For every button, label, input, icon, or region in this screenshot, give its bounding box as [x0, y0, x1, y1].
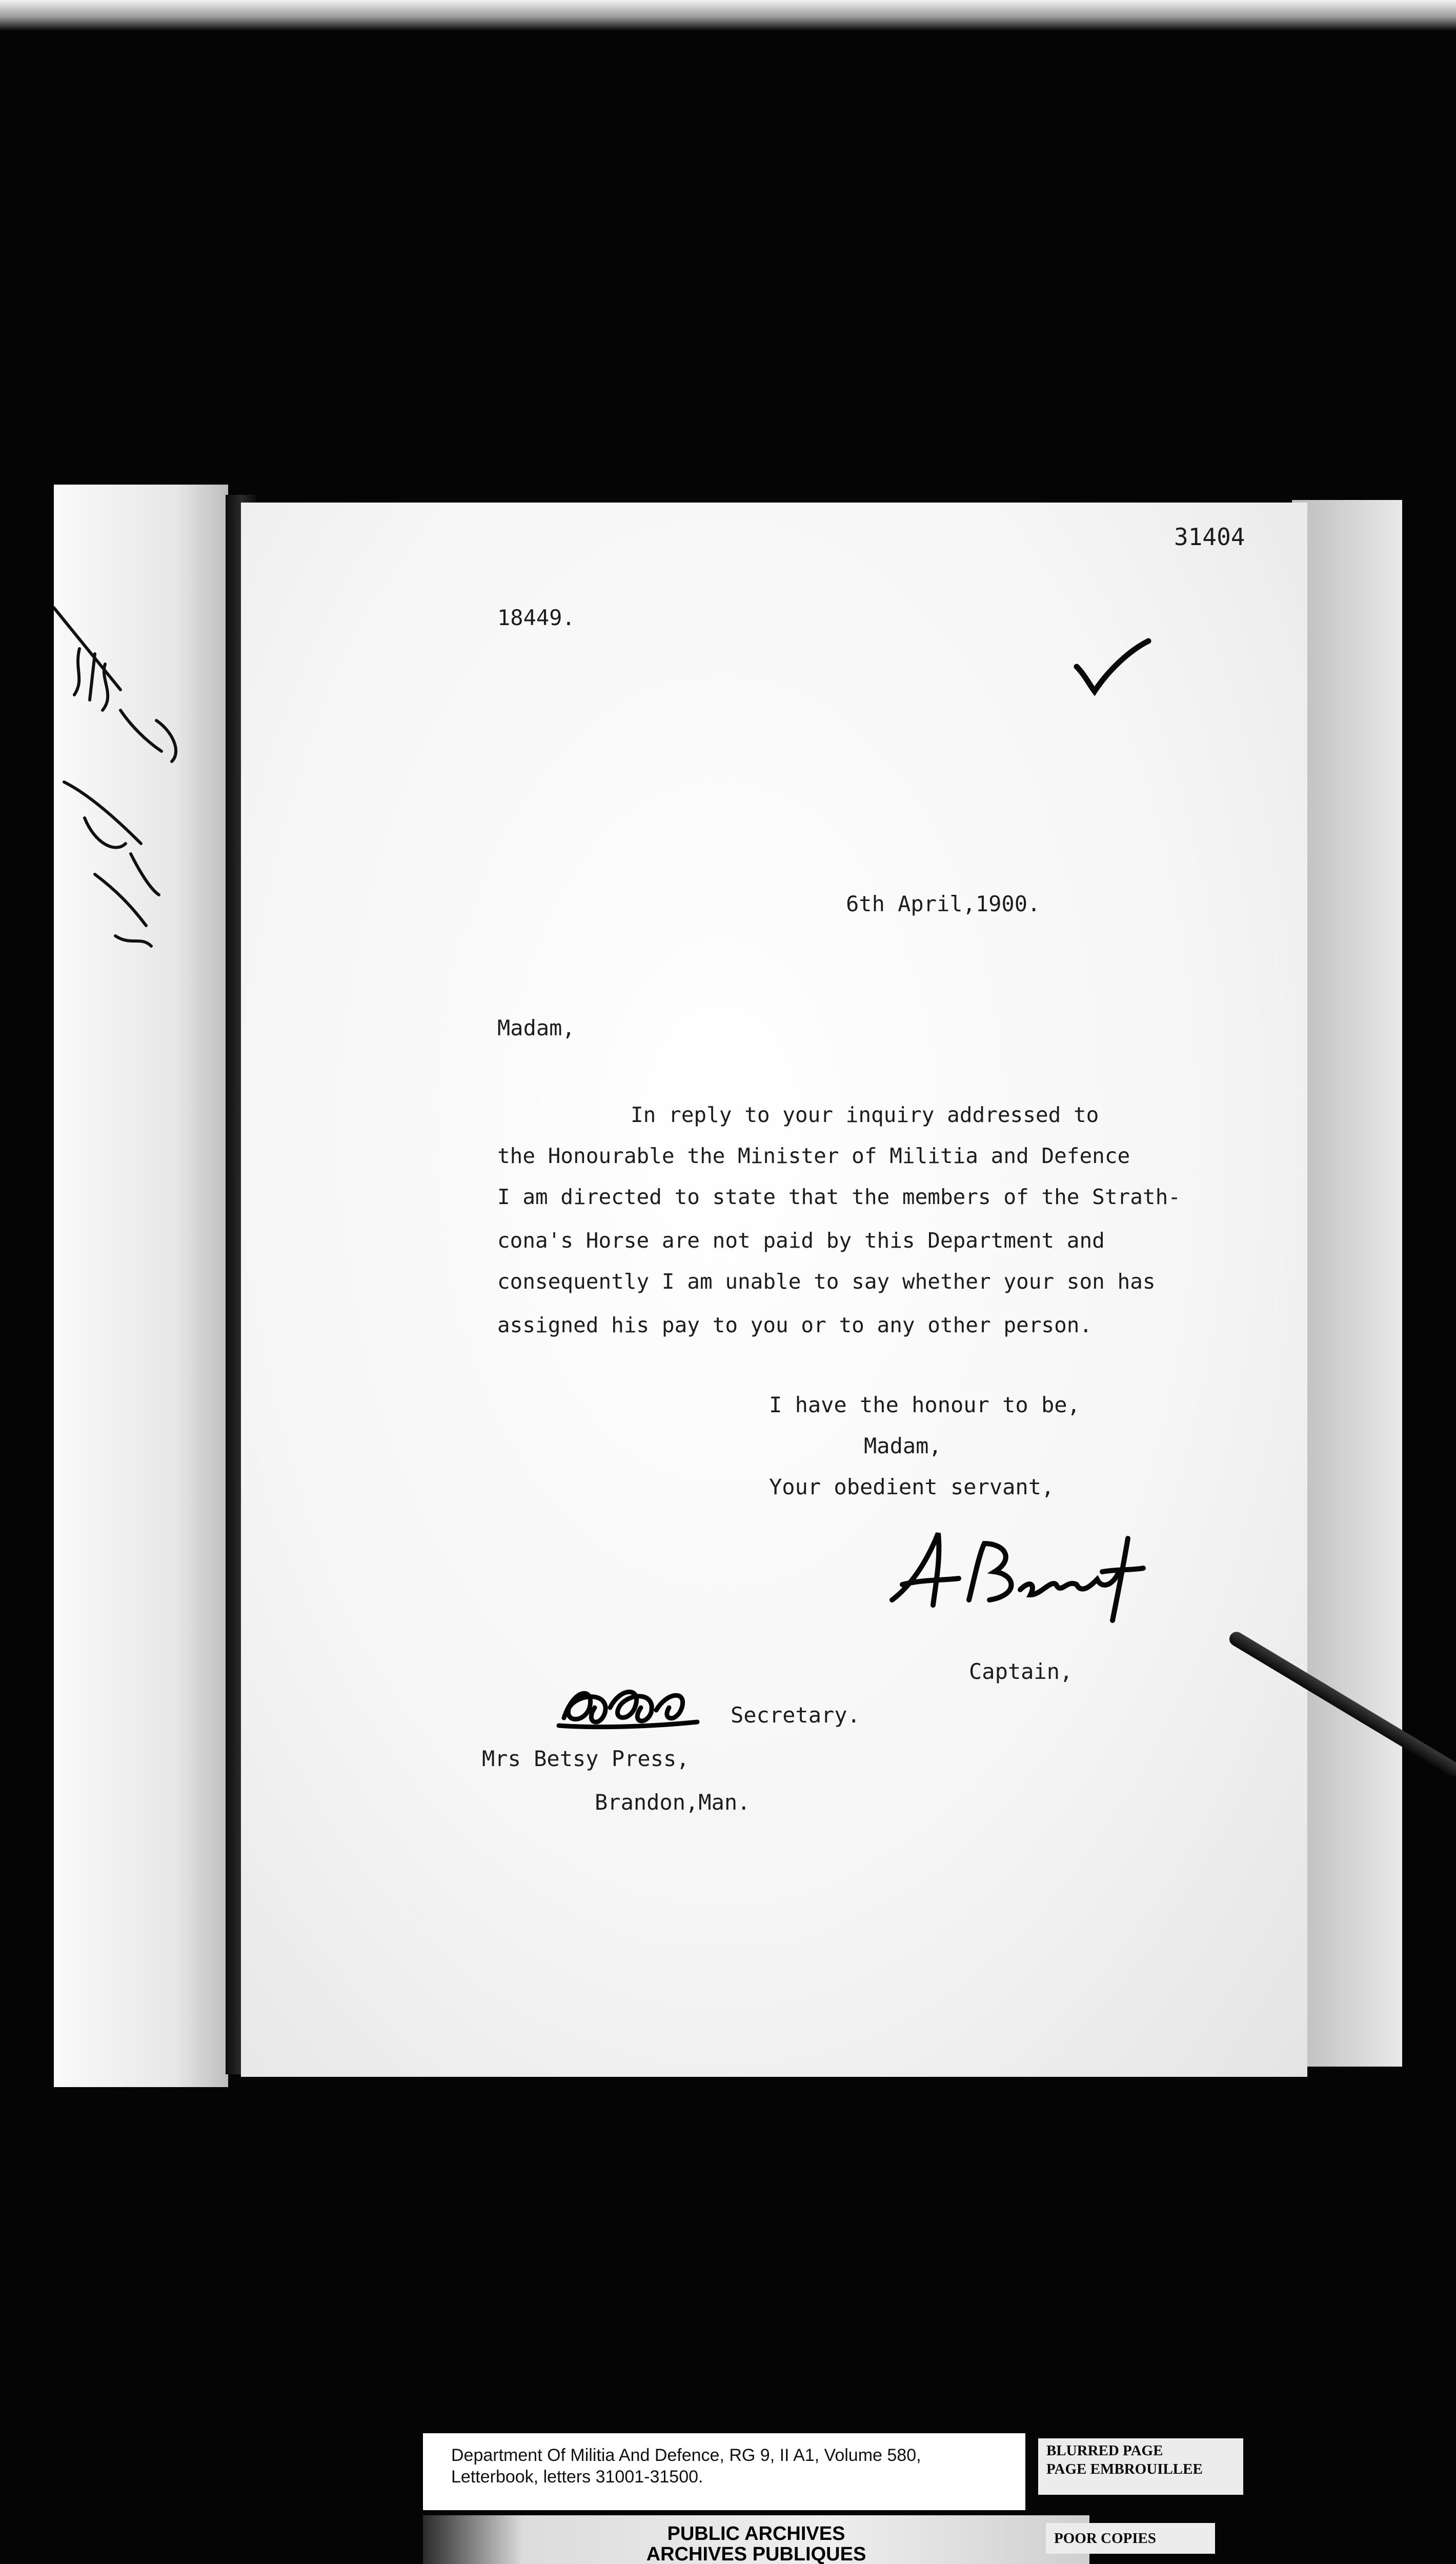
salutation: Madam, [497, 1015, 575, 1040]
closing-line: Your obedient servant, [769, 1474, 1055, 1499]
body-line: I am directed to state that the members of the Strath- [497, 1185, 1181, 1209]
body-line: In reply to your inquiry addressed to [631, 1103, 1099, 1127]
body-line: assigned his pay to you or to any other person. [497, 1313, 1093, 1337]
closing-line: I have the honour to be, [769, 1392, 1080, 1417]
left-facing-page [54, 485, 228, 2087]
public-archives-stamp [423, 2515, 1089, 2564]
recipient-name: Mrs Betsy Press, [482, 1746, 690, 1771]
file-number: 18449. [497, 605, 575, 630]
body-line: cona's Horse are not paid by this Department and [497, 1228, 1105, 1253]
signature [882, 1523, 1148, 1626]
secretary-label: Secretary. [731, 1702, 860, 1728]
stamp-line: ARCHIVES PUBLIQUES [646, 2543, 866, 2564]
poor-copies-text: POOR COPIES [1054, 2530, 1156, 2547]
blurred-label-en: BLURRED PAGE [1046, 2442, 1163, 2459]
margin-handwriting [54, 485, 228, 2087]
archive-caption [423, 2433, 1025, 2510]
closing-line: Madam, [864, 1433, 942, 1458]
caption-line: Department Of Militia And Defence, RG 9, II A1, Volume 580, [451, 2446, 921, 2465]
archive-number: 31404 [1174, 523, 1245, 551]
signer-title: Captain, [969, 1659, 1073, 1684]
body-line: the Honourable the Minister of Militia and Defence [497, 1144, 1130, 1168]
blurred-page-label [1038, 2438, 1243, 2495]
stamp-line: PUBLIC ARCHIVES [667, 2523, 845, 2545]
back-page-edge [1292, 500, 1402, 2067]
recipient-place: Brandon,Man. [595, 1790, 751, 1815]
poor-copies-label [1046, 2523, 1215, 2554]
checkmark-icon [1071, 636, 1154, 697]
film-top-edge [0, 0, 1456, 31]
body-line: consequently I am unable to say whether your son has [497, 1269, 1156, 1294]
letter-date: 6th April,1900. [846, 891, 1041, 916]
secretary-signature [554, 1677, 702, 1733]
blurred-label-fr: PAGE EMBROUILLEE [1046, 2461, 1203, 2477]
letter-page [241, 503, 1307, 2077]
caption-line: Letterbook, letters 31001-31500. [451, 2467, 703, 2487]
